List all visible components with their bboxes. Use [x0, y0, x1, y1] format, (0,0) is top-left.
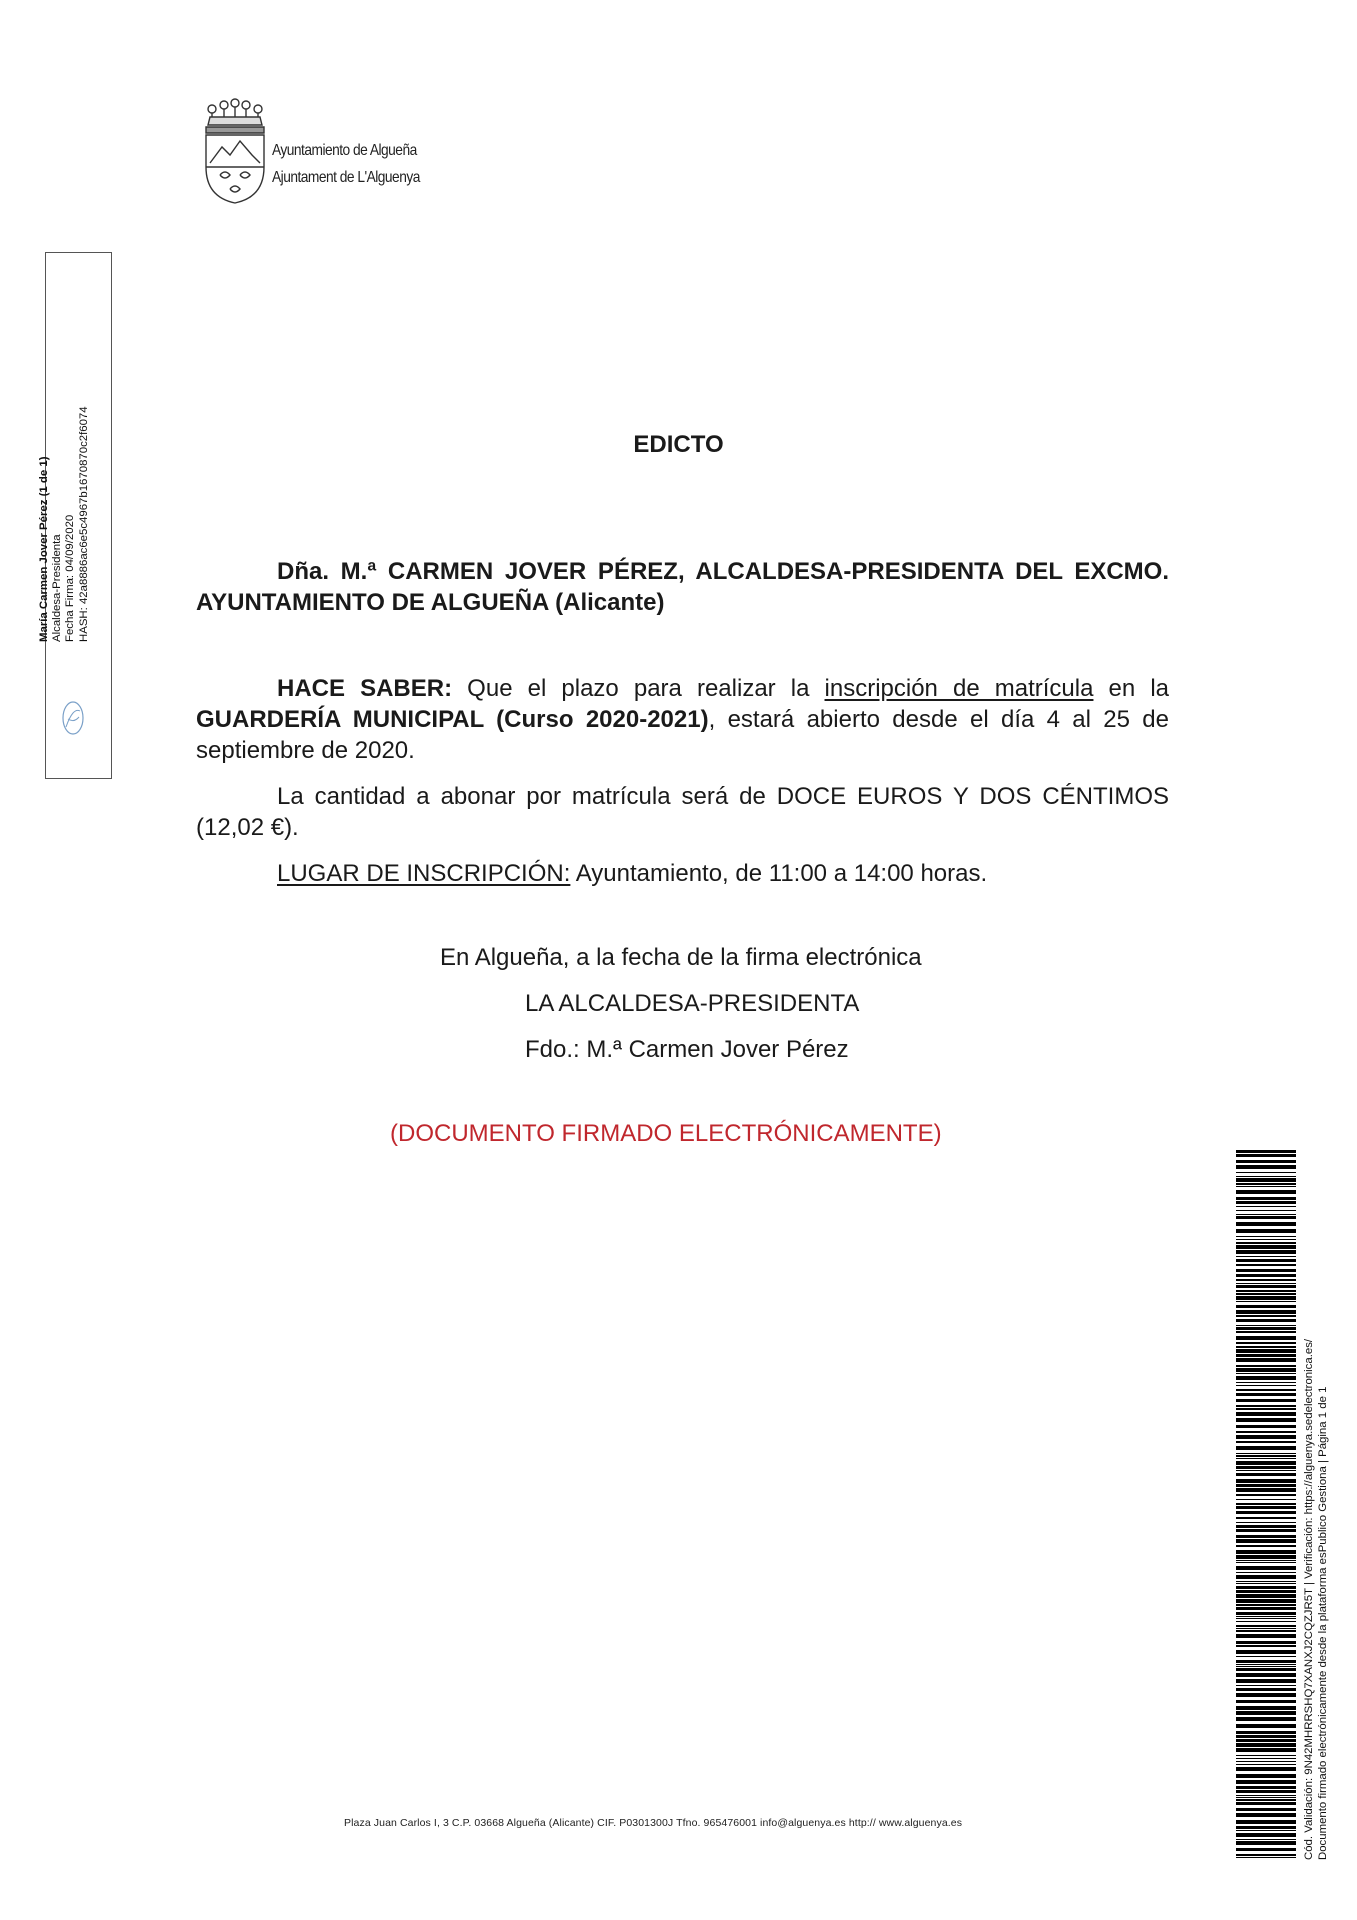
barcode-bar: [1236, 1621, 1296, 1622]
barcode-bar: [1236, 1833, 1296, 1837]
barcode-bar: [1236, 1236, 1296, 1237]
barcode-bar: [1236, 1154, 1296, 1157]
barcode-bar: [1236, 1826, 1296, 1829]
barcode-bar: [1236, 1739, 1296, 1742]
signature-date: Fecha Firma: 04/09/2020: [64, 514, 77, 642]
registration-place-paragraph: [196, 858, 1169, 889]
barcode-bar: [1236, 1331, 1296, 1333]
barcode-bar: [1236, 1764, 1296, 1765]
barcode-bar: [1236, 1327, 1296, 1330]
barcode-bar: [1236, 1376, 1296, 1380]
closing-role: LA ALCALDESA-PRESIDENTA: [525, 990, 860, 1017]
barcode-bar: [1236, 1470, 1296, 1471]
barcode-bar: [1236, 1700, 1296, 1703]
barcode-bar: [1236, 1466, 1296, 1469]
barcode-bar: [1236, 1664, 1296, 1665]
signer-role: Alcaldesa-Presidenta: [51, 534, 64, 642]
barcode-bar: [1236, 1301, 1296, 1302]
barcode-bar: [1236, 1616, 1296, 1617]
barcode-bar: [1236, 1296, 1296, 1300]
signer-name: María Carmen Jover Pérez (1 de 1): [38, 456, 50, 642]
barcode-bar: [1236, 1560, 1296, 1561]
barcode-bar: [1236, 1594, 1296, 1598]
closing-signer: Fdo.: M.ª Carmen Jover Pérez: [525, 1036, 849, 1063]
barcode-bar: [1236, 1685, 1296, 1686]
letterhead-line-1: Ayuntamiento de Algueña: [272, 142, 417, 159]
barcode-bar: [1236, 1197, 1296, 1200]
barcode-bar: [1236, 1373, 1296, 1374]
barcode-bar: [1236, 1229, 1296, 1233]
barcode-bar: [1236, 1399, 1296, 1402]
barcode-bar: [1236, 1293, 1296, 1295]
barcode-bar: [1236, 1755, 1296, 1756]
barcode-bar: [1236, 1310, 1296, 1314]
barcode-bar: [1236, 1706, 1296, 1710]
barcode-bar: [1236, 1222, 1296, 1226]
barcode-bar: [1236, 1216, 1296, 1219]
municipal-coat-of-arms: [200, 97, 270, 205]
barcode-bar: [1236, 1599, 1296, 1603]
barcode-bar: [1236, 1259, 1296, 1262]
barcode-bar: [1236, 1245, 1296, 1249]
verification-line-1: Cód. Validación: 9N42MHRRSHQ7XANXJ2CQZJR5T | Verificación: https://alguenya.sedelectronica.es/: [1303, 1338, 1315, 1860]
barcode-bar: [1236, 1724, 1296, 1728]
barcode-bar: [1236, 1545, 1296, 1547]
barcode-bar: [1236, 1790, 1296, 1793]
barcode-bar: [1236, 1799, 1296, 1801]
barcode-bar: [1236, 1820, 1296, 1824]
barcode-bar: [1236, 1274, 1296, 1277]
notice-text-3: , estará abierto desde el día 4 al 25 de septiembre de 2020.: [196, 706, 1170, 764]
barcode-bar: [1236, 1285, 1296, 1288]
barcode-bar: [1236, 1503, 1296, 1505]
barcode-bar: [1236, 1279, 1296, 1281]
barcode-bar: [1236, 1517, 1296, 1519]
barcode-bar: [1236, 1186, 1296, 1187]
barcode-bar: [1236, 1441, 1296, 1443]
barcode-bar: [1236, 1506, 1296, 1509]
barcode-bar: [1236, 1210, 1296, 1211]
barcode-bar: [1236, 1586, 1296, 1589]
barcode-bar: [1236, 1731, 1296, 1734]
barcode-bar: [1236, 1625, 1296, 1627]
barcode-bar: [1236, 1607, 1296, 1610]
barcode-bar: [1236, 1494, 1296, 1496]
barcode-bar: [1236, 1660, 1296, 1663]
barcode-bar: [1236, 1484, 1296, 1487]
barcode-bar: [1236, 1562, 1296, 1563]
barcode-bar: [1236, 1634, 1296, 1638]
fee-paragraph: La cantidad a abonar por matrícula será de DOCE EUROS Y DOS CÉNTIMOS (12,02 €).: [196, 783, 1169, 841]
barcode-bar: [1236, 1214, 1296, 1215]
barcode-bar: [1236, 1242, 1296, 1244]
barcode-bar: [1236, 1848, 1296, 1851]
barcode-bar: [1236, 1342, 1296, 1344]
barcode-bar: [1236, 1283, 1296, 1284]
barcode-bar: [1236, 1336, 1296, 1340]
barcode-bar: [1236, 1354, 1296, 1357]
notice-text-1: Que el plazo para realizar la: [452, 675, 825, 702]
barcode-bar: [1236, 1190, 1296, 1194]
barcode-bar: [1236, 1368, 1296, 1372]
signature-seal-icon: [58, 697, 88, 739]
barcode-bar: [1236, 1499, 1296, 1500]
barcode-bar: [1236, 1839, 1296, 1840]
barcode-bar: [1236, 1431, 1296, 1433]
barcode-bar: [1236, 1673, 1296, 1677]
barcode-bar: [1236, 1735, 1296, 1738]
validation-barcode: [1236, 1150, 1296, 1858]
barcode-bar: [1236, 1797, 1296, 1798]
barcode-bar: [1236, 1786, 1296, 1789]
barcode-bar: [1236, 1780, 1296, 1784]
barcode-bar: [1236, 1711, 1296, 1715]
barcode-bar: [1236, 1425, 1296, 1428]
barcode-bar: [1236, 1590, 1296, 1593]
barcode-bar: [1236, 1165, 1296, 1169]
barcode-bar: [1236, 1748, 1296, 1752]
signature-hash: HASH: 42a8886ac6e5c4967b1670870c2f6074: [77, 406, 90, 642]
barcode-bar: [1236, 1774, 1296, 1778]
barcode-bar: [1236, 1160, 1296, 1163]
barcode-bar: [1236, 1405, 1296, 1407]
barcode-bar: [1236, 1583, 1296, 1584]
verification-text: [1302, 1140, 1330, 1860]
barcode-bar: [1236, 1618, 1296, 1619]
barcode-bar: [1236, 1408, 1296, 1410]
barcode-bar: [1236, 1389, 1296, 1391]
barcode-bar: [1236, 1758, 1296, 1759]
barcode-bar: [1236, 1641, 1296, 1644]
barcode-bar: [1236, 1176, 1296, 1177]
barcode-bar: [1236, 1178, 1296, 1182]
barcode-bar: [1236, 1830, 1296, 1831]
barcode-bar: [1236, 1150, 1296, 1153]
barcode-bar: [1236, 1239, 1296, 1240]
barcode-bar: [1236, 1365, 1296, 1367]
registration-place-label: LUGAR DE INSCRIPCIÓN:: [277, 860, 571, 887]
barcode-bar: [1236, 1575, 1296, 1579]
barcode-bar: [1236, 1628, 1296, 1629]
barcode-bar: [1236, 1535, 1296, 1538]
barcode-bar: [1236, 1435, 1296, 1439]
barcode-bar: [1236, 1767, 1296, 1771]
barcode-bar: [1236, 1566, 1296, 1570]
barcode-bar: [1236, 1488, 1296, 1492]
barcode-bar: [1236, 1795, 1296, 1796]
barcode-bar: [1236, 1743, 1296, 1747]
barcode-bar: [1236, 1412, 1296, 1416]
verification-line-2: Documento firmado electrónicamente desde la plataforma esPublico Gestiona | Página 1 de 1: [1317, 1386, 1329, 1860]
barcode-bar: [1236, 1841, 1296, 1845]
barcode-bar: [1236, 1183, 1296, 1185]
barcode-bar: [1236, 1446, 1296, 1450]
barcode-bar: [1236, 1808, 1296, 1811]
barcode-bar: [1236, 1717, 1296, 1721]
barcode-bar: [1236, 1656, 1296, 1657]
barcode-bar: [1236, 1393, 1296, 1396]
barcode-bar: [1236, 1461, 1296, 1465]
electronically-signed-note: (DOCUMENTO FIRMADO ELECTRÓNICAMENTE): [390, 1120, 942, 1147]
barcode-bar: [1236, 1857, 1296, 1858]
barcode-bar: [1236, 1385, 1296, 1386]
closing-place-date: En Algueña, a la fecha de la firma electrónica: [440, 944, 922, 971]
barcode-bar: [1236, 1358, 1296, 1362]
barcode-bar: [1236, 1650, 1296, 1654]
barcode-bar: [1236, 1250, 1296, 1254]
barcode-bar: [1236, 1645, 1296, 1647]
notice-text-2: en la: [1093, 675, 1169, 702]
signature-details: [38, 112, 91, 642]
barcode-bar: [1236, 1458, 1296, 1459]
barcode-bar: [1236, 1630, 1296, 1632]
barcode-bar: [1236, 1522, 1296, 1523]
barcode-bar: [1236, 1604, 1296, 1606]
registration-place-text: Ayuntamiento, de 11:00 a 14:00 horas.: [570, 860, 988, 887]
barcode-bar: [1236, 1813, 1296, 1817]
barcode-bar: [1236, 1325, 1296, 1326]
barcode-bar: [1236, 1269, 1296, 1272]
barcode-bar: [1236, 1206, 1296, 1207]
barcode-bar: [1236, 1453, 1296, 1454]
barcode-bar: [1236, 1612, 1296, 1615]
barcode-bar: [1236, 1305, 1296, 1308]
barcode-bar: [1236, 1346, 1296, 1348]
barcode-bar: [1236, 1529, 1296, 1532]
barcode-bar: [1236, 1315, 1296, 1317]
notice-label: HACE SABER:: [277, 675, 453, 702]
barcode-bar: [1236, 1256, 1296, 1257]
barcode-bar: [1236, 1201, 1296, 1204]
barcode-bar: [1236, 1382, 1296, 1383]
barcode-bar: [1236, 1511, 1296, 1514]
barcode-bar: [1236, 1854, 1296, 1856]
barcode-bar: [1236, 1761, 1296, 1762]
barcode-bar: [1236, 1539, 1296, 1543]
barcode-bar: [1236, 1572, 1296, 1573]
barcode-bar: [1236, 1688, 1296, 1691]
barcode-bar: [1236, 1319, 1296, 1322]
page-footer: Plaza Juan Carlos I, 3 C.P. 03668 Algueña (Alicante) CIF. P0301300J Tfno. 965476001 info@alguenya.es http:// www.alguenya.es: [344, 1817, 963, 1829]
barcode-bar: [1236, 1349, 1296, 1353]
barcode-bar: [1236, 1555, 1296, 1559]
notice-underlined: inscripción de matrícula: [824, 675, 1094, 702]
barcode-bar: [1236, 1479, 1296, 1483]
notice-bold: GUARDERÍA MUNICIPAL (Curso 2020-2021): [196, 706, 709, 733]
barcode-bar: [1236, 1172, 1296, 1173]
barcode-bar: [1236, 1802, 1296, 1805]
issuer-heading: Dña. M.ª CARMEN JOVER PÉREZ, ALCALDESA-PRESIDENTA DEL EXCMO. AYUNTAMIENTO DE ALGUEÑA (Alicante): [196, 558, 1169, 616]
barcode-bar: [1236, 1290, 1296, 1292]
barcode-bar: [1236, 1550, 1296, 1554]
barcode-bar: [1236, 1525, 1296, 1528]
letterhead-text: [272, 137, 420, 191]
barcode-bar: [1236, 1473, 1296, 1476]
barcode-bar: [1236, 1668, 1296, 1671]
barcode-bar: [1236, 1581, 1296, 1582]
letterhead-line-2: Ajuntament de L'Alguenya: [272, 169, 420, 186]
barcode-bar: [1236, 1418, 1296, 1422]
barcode-bar: [1236, 1264, 1296, 1266]
document-title: EDICTO: [633, 431, 724, 458]
notice-paragraph: [196, 673, 1169, 766]
barcode-bar: [1236, 1693, 1296, 1697]
barcode-bar: [1236, 1679, 1296, 1683]
barcode-bar: [1236, 1455, 1296, 1457]
barcode-bar: [1236, 1666, 1296, 1667]
